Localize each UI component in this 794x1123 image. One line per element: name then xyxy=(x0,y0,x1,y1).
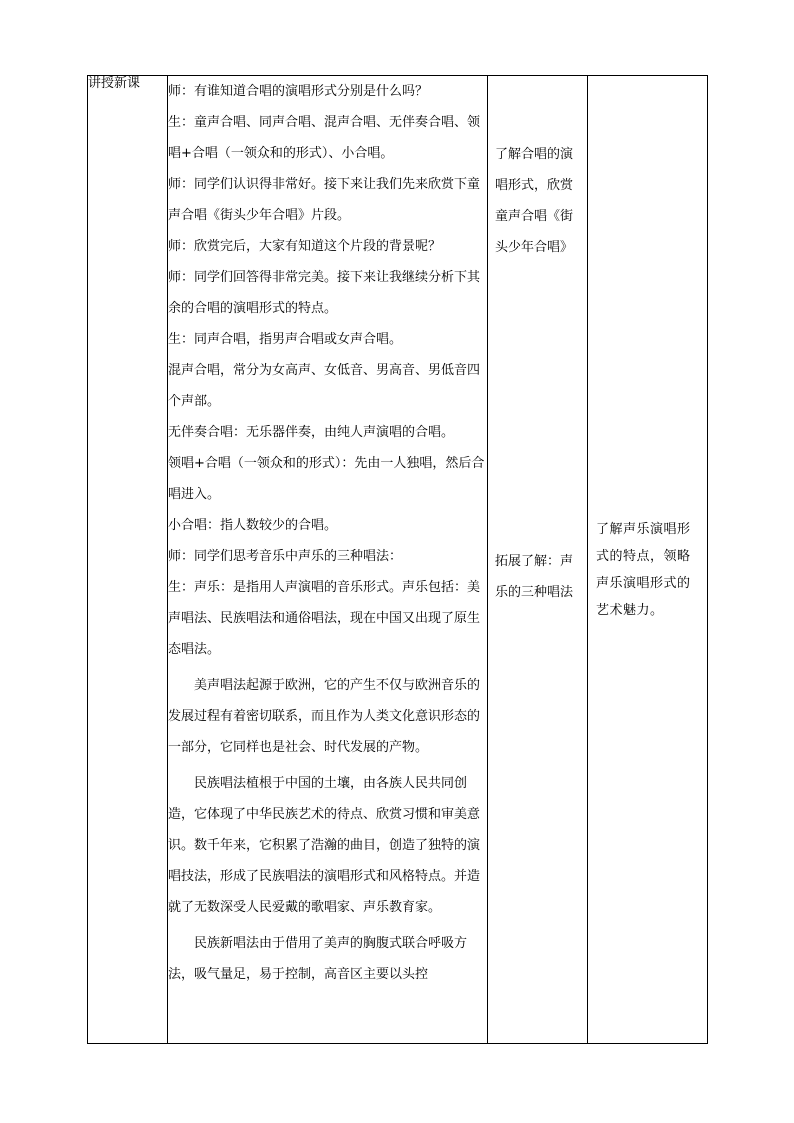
content-paragraph: 美声唱法起源于欧洲，它的产生不仅与欧洲音乐的发展过程有着密切联系，而且作为人类文化意识形态的一部分，它同样也是社会、时代发展的产物。 xyxy=(168,678,481,755)
table-row xyxy=(88,76,708,1044)
design-intent-text: 了解声乐演唱形式的特点，领略声乐演唱形式的艺术魅力。 xyxy=(596,522,691,618)
content-line: 师：欣赏完后，大家有知道这个片段的背景呢？ xyxy=(168,239,442,254)
content-paragraph: 民族新唱法由于借用了美声的胸腹式联合呼吸方法，吸气量足，易于控制，高音区主要以头控 xyxy=(168,936,468,982)
lesson-plan-table xyxy=(87,75,708,1044)
content-line: 师：同学们认识得非常好。接下来让我们先来欣赏下童声合唱《街头少年合唱》片段。 xyxy=(168,177,481,223)
content-line: 混声合唱，常分为女高声、女低音、男高音、男低音四个声部。 xyxy=(168,363,481,409)
content-line: 小合唱：指人数较少的合唱。 xyxy=(168,518,338,533)
content-line: 师：同学们思考音乐中声乐的三种唱法： xyxy=(168,549,403,564)
student-activity-cell xyxy=(488,76,588,1044)
student-activity-text: 了解合唱的演唱形式，欣赏童声合唱《街头少年合唱》 xyxy=(495,147,574,255)
content-line: 师：有谁知道合唱的演唱形式分别是什么吗？ xyxy=(168,84,429,99)
teaching-content-cell xyxy=(168,76,488,1044)
content-line: 生：同声合唱，指男声合唱或女声合唱。 xyxy=(168,332,403,347)
content-line: 领唱+合唱（一领众和的形式）：先由一人独唱，然后合唱进入。 xyxy=(168,456,485,502)
student-activity-text: 拓展了解：声乐的三种唱法 xyxy=(495,554,574,600)
row-label: 讲授新课 xyxy=(88,76,141,91)
content-paragraph: 民族唱法植根于中国的土壤，由各族人民共同创造，它体现了中华民族艺术的待点、欣赏习惯和审美意识。数千年来，它积累了浩瀚的曲目，创造了独特的演唱技法，形成了民族唱法的演唱形式和风格特点。并造就了无数深受人民爱戴的歌唱家、声乐教育家。 xyxy=(168,776,481,915)
content-line: 无伴奏合唱：无乐器伴奏，由纯人声演唱的合唱。 xyxy=(168,425,455,440)
content-line: 师：同学们回答得非常完美。接下来让我继续分析下其余的合唱的演唱形式的特点。 xyxy=(168,270,481,316)
content-line: 生：童声合唱、同声合唱、混声合唱、无伴奏合唱、领唱+合唱（一领众和的形式）、小合唱。 xyxy=(168,115,481,161)
content-line: 生：声乐：是指用人声演唱的音乐形式。声乐包括：美声唱法、民族唱法和通俗唱法，现在中国又出现了原生态唱法。 xyxy=(168,580,481,657)
design-intent-cell xyxy=(588,76,708,1044)
row-label-cell xyxy=(88,76,168,1044)
